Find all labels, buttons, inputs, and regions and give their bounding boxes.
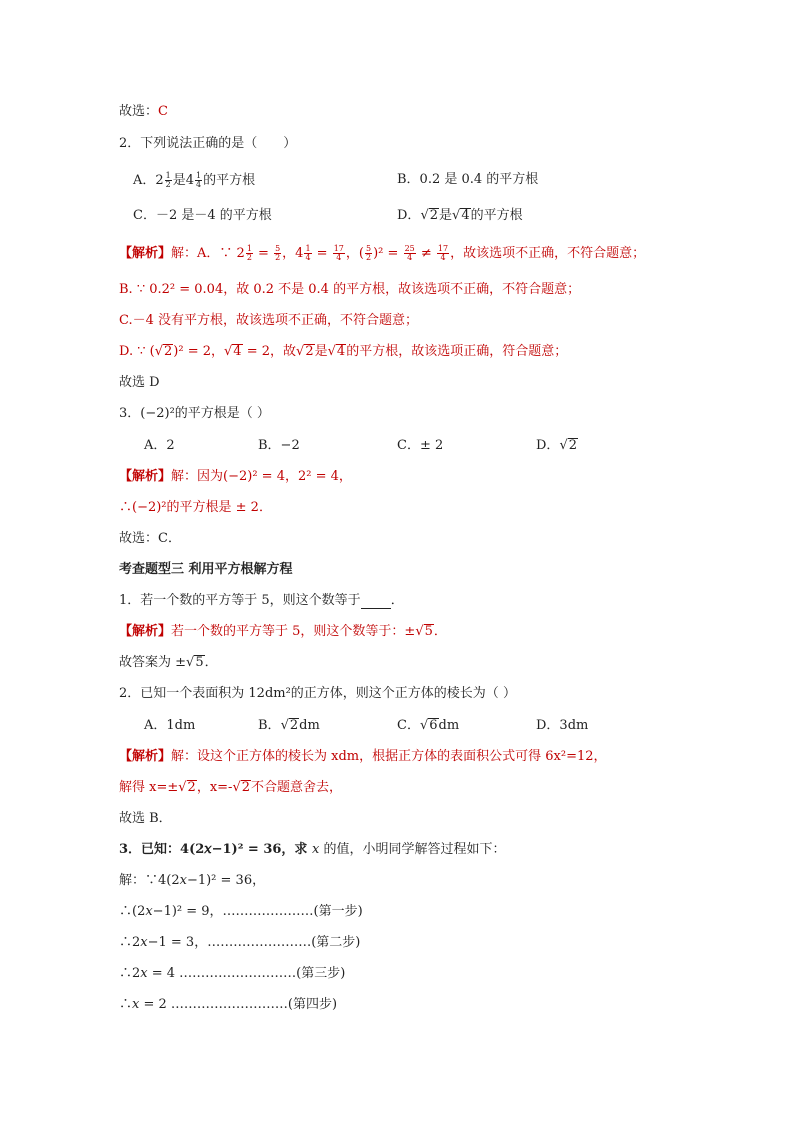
q3-option-a: A．2 bbox=[144, 438, 175, 453]
q2-option-d: D．√2是√4的平方根 bbox=[397, 208, 523, 223]
s3-step-4: ∴𝑥 = 2 ………………………(第四步) bbox=[119, 997, 338, 1012]
s3-step-2: ∴2𝑥−1 = 3，……………………(第二步) bbox=[119, 935, 361, 950]
q2-analysis-c: C.－4 没有平方根，故该选项不正确，不符合题意； bbox=[119, 313, 419, 328]
q3-analysis-2: ∴(−2)²的平方根是 ± 2． bbox=[119, 500, 272, 515]
s2-option-a: A．1dm bbox=[144, 718, 196, 733]
q3-option-c: C．± 2 bbox=[397, 438, 444, 453]
s2-analysis-2: 解得 x=±√2，x=-√2不合题意舍去， bbox=[119, 780, 343, 795]
s1-answer: 故答案为 ±√5． bbox=[119, 655, 218, 670]
q2-analysis-a: 【解析】解：A．∵ 2 $\frac{1}{2}$ = $\frac{5}{2}$ ，4 $\frac{1}{4}$ = $\frac{17}{4}$ ，( $\frac{5}{2}$ )² = $\frac{25}{4}$ ≠ $\frac{17}{4}$ ，故该选项不正确，不符合题意； bbox=[119, 244, 646, 262]
s3-step-0: 解：∵4(2𝑥−1)² = 36， bbox=[119, 873, 266, 888]
s2-option-d: D．3dm bbox=[536, 718, 589, 733]
answer-value: C bbox=[158, 104, 168, 119]
q2-option-a: A．2 $\frac{1}{2}$ 是4 $\frac{1}{4}$ 的平方根 bbox=[133, 171, 256, 189]
analysis-tag: 【解析】 bbox=[119, 749, 172, 764]
q2-analysis-d: D. ∵ (√2)² = 2，√4 = 2，故√2是√4的平方根，故该选项正确，符合题意； bbox=[119, 344, 568, 359]
q3-option-b: B．−2 bbox=[258, 438, 300, 453]
s1-stem: 1．若一个数的平方等于 5，则这个数等于 ． bbox=[119, 593, 404, 608]
q3-answer: 故选：C． bbox=[119, 531, 181, 546]
analysis-tag: 【解析】 bbox=[119, 469, 172, 484]
s2-option-b: B．√2dm bbox=[258, 718, 320, 733]
q3-analysis-1: 【解析】解：因为(−2)² = 4，2² = 4， bbox=[119, 469, 352, 484]
q2-option-b: B．0.2 是 0.4 的平方根 bbox=[397, 172, 539, 187]
s3-step-3: ∴2𝑥 = 4 ………………………(第三步) bbox=[119, 966, 346, 981]
q3-stem: 3．(−2)²的平方根是（ ） bbox=[119, 406, 270, 421]
s1-analysis: 【解析】若一个数的平方等于 5，则这个数等于：±√5． bbox=[119, 624, 447, 639]
answer-label: 故选： bbox=[119, 104, 159, 119]
answer-blank bbox=[361, 596, 391, 609]
q2-analysis-b: B. ∵ 0.2² = 0.04，故 0.2 不是 0.4 的平方根，故该选项不正确，不符合题意； bbox=[119, 282, 581, 297]
s3-step-1: ∴(2𝑥−1)² = 9，…………………(第一步) bbox=[119, 904, 363, 919]
q2-option-c: C．－2 是－4 的平方根 bbox=[133, 208, 272, 223]
s3-stem: 3．已知：4(2𝑥−1)² = 36，求 x 的值，小明同学解答过程如下： bbox=[119, 842, 506, 857]
s2-option-c: C．√6dm bbox=[397, 718, 460, 733]
q2-stem: 2．下列说法正确的是（ ） bbox=[119, 136, 297, 151]
section-title: 考查题型三 利用平方根解方程 bbox=[119, 562, 293, 577]
analysis-tag: 【解析】 bbox=[119, 246, 172, 261]
q3-option-d: D．√2 bbox=[536, 438, 578, 453]
s2-answer: 故选 B． bbox=[119, 811, 172, 826]
analysis-tag: 【解析】 bbox=[119, 624, 172, 639]
q2-answer: 故选 D bbox=[119, 375, 160, 390]
s2-stem: 2．已知一个表面积为 12dm²的正方体，则这个正方体的棱长为（ ） bbox=[119, 686, 516, 701]
answer-line-1 bbox=[119, 104, 168, 120]
s2-analysis-1: 【解析】解：设这个正方体的棱长为 xdm，根据正方体的表面积公式可得 6x²=12， bbox=[119, 749, 607, 764]
